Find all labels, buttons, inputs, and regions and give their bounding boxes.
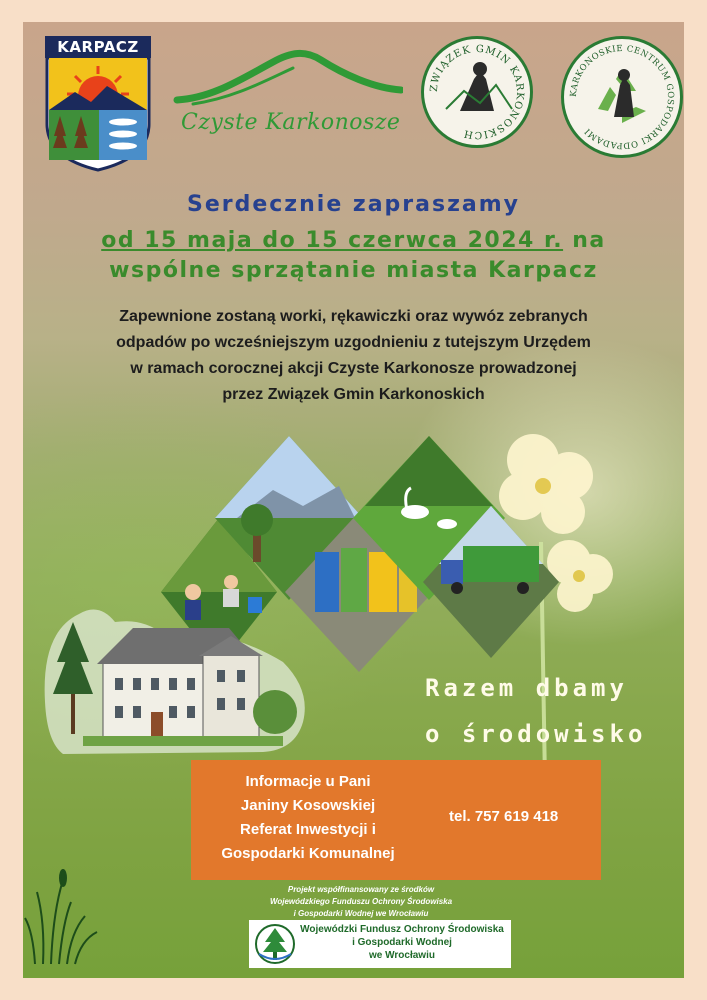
contact-person <box>197 770 419 866</box>
karpacz-label: KARPACZ <box>45 36 151 58</box>
headline-dates-tail: na <box>572 228 606 253</box>
fund-line: we Wrocławiu <box>369 950 435 961</box>
kcgo-seal-text: KARKONOSKIE CENTRUM GOSPODARKI ODPADAMI <box>568 43 676 151</box>
fund-line: Wojewódzki Fundusz Ochrony Środowiska <box>300 924 504 935</box>
wfosigw-name <box>295 923 509 962</box>
credit-line: Projekt współfinansowany ze środków <box>287 885 435 894</box>
tree-icon <box>253 920 299 968</box>
headline-invite: Serdecznie zapraszamy <box>186 192 521 217</box>
wfosigw-logo <box>249 920 511 968</box>
headline-event: wspólne sprzątanie miasta Karpacz <box>109 258 598 283</box>
zgk-seal-text: ZWIĄZEK GMIN KARKONOSKICH <box>428 43 526 141</box>
funding-credit <box>231 884 491 920</box>
slogan-line-1: Razem dbamy <box>425 674 628 702</box>
paragraph-line: przez Związek Gmin Karkonoskich <box>222 386 485 403</box>
contact-line: Gospodarki Komunalnej <box>221 845 395 862</box>
contact-line: Informacje u Pani <box>245 773 371 790</box>
slogan-line-2: o środowisko <box>425 720 647 748</box>
poster <box>23 22 684 978</box>
paragraph-line: w ramach corocznej akcji Czyste Karkonosze prowadzonej <box>130 360 577 377</box>
czyste-karkonosze-text: Czyste Karkonosze <box>181 110 401 135</box>
phone-number: tel. 757 619 418 <box>449 808 559 825</box>
headline-dates: od 15 maja do 15 czerwca 2024 r. <box>101 228 564 253</box>
fund-line: i Gospodarki Wodnej <box>352 937 452 948</box>
paragraph-line: Zapewnione zostaną worki, rękawiczki oraz wywóz zebranych <box>119 308 588 325</box>
contact-info-box <box>191 760 601 880</box>
paragraph-line: odpadów po wcześniejszym uzgodnieniu z tutejszym Urzędem <box>116 334 591 351</box>
credit-line: i Gospodarki Wodnej we Wrocławiu <box>293 909 429 918</box>
credit-line: Wojewódzkiego Funduszu Ochrony Środowiska <box>269 897 453 906</box>
grass-icon <box>25 870 97 964</box>
manor-house-illustration <box>45 610 305 755</box>
contact-line: Referat Inwestycji i <box>240 821 376 838</box>
contact-line: Janiny Kosowskiej <box>240 797 376 814</box>
